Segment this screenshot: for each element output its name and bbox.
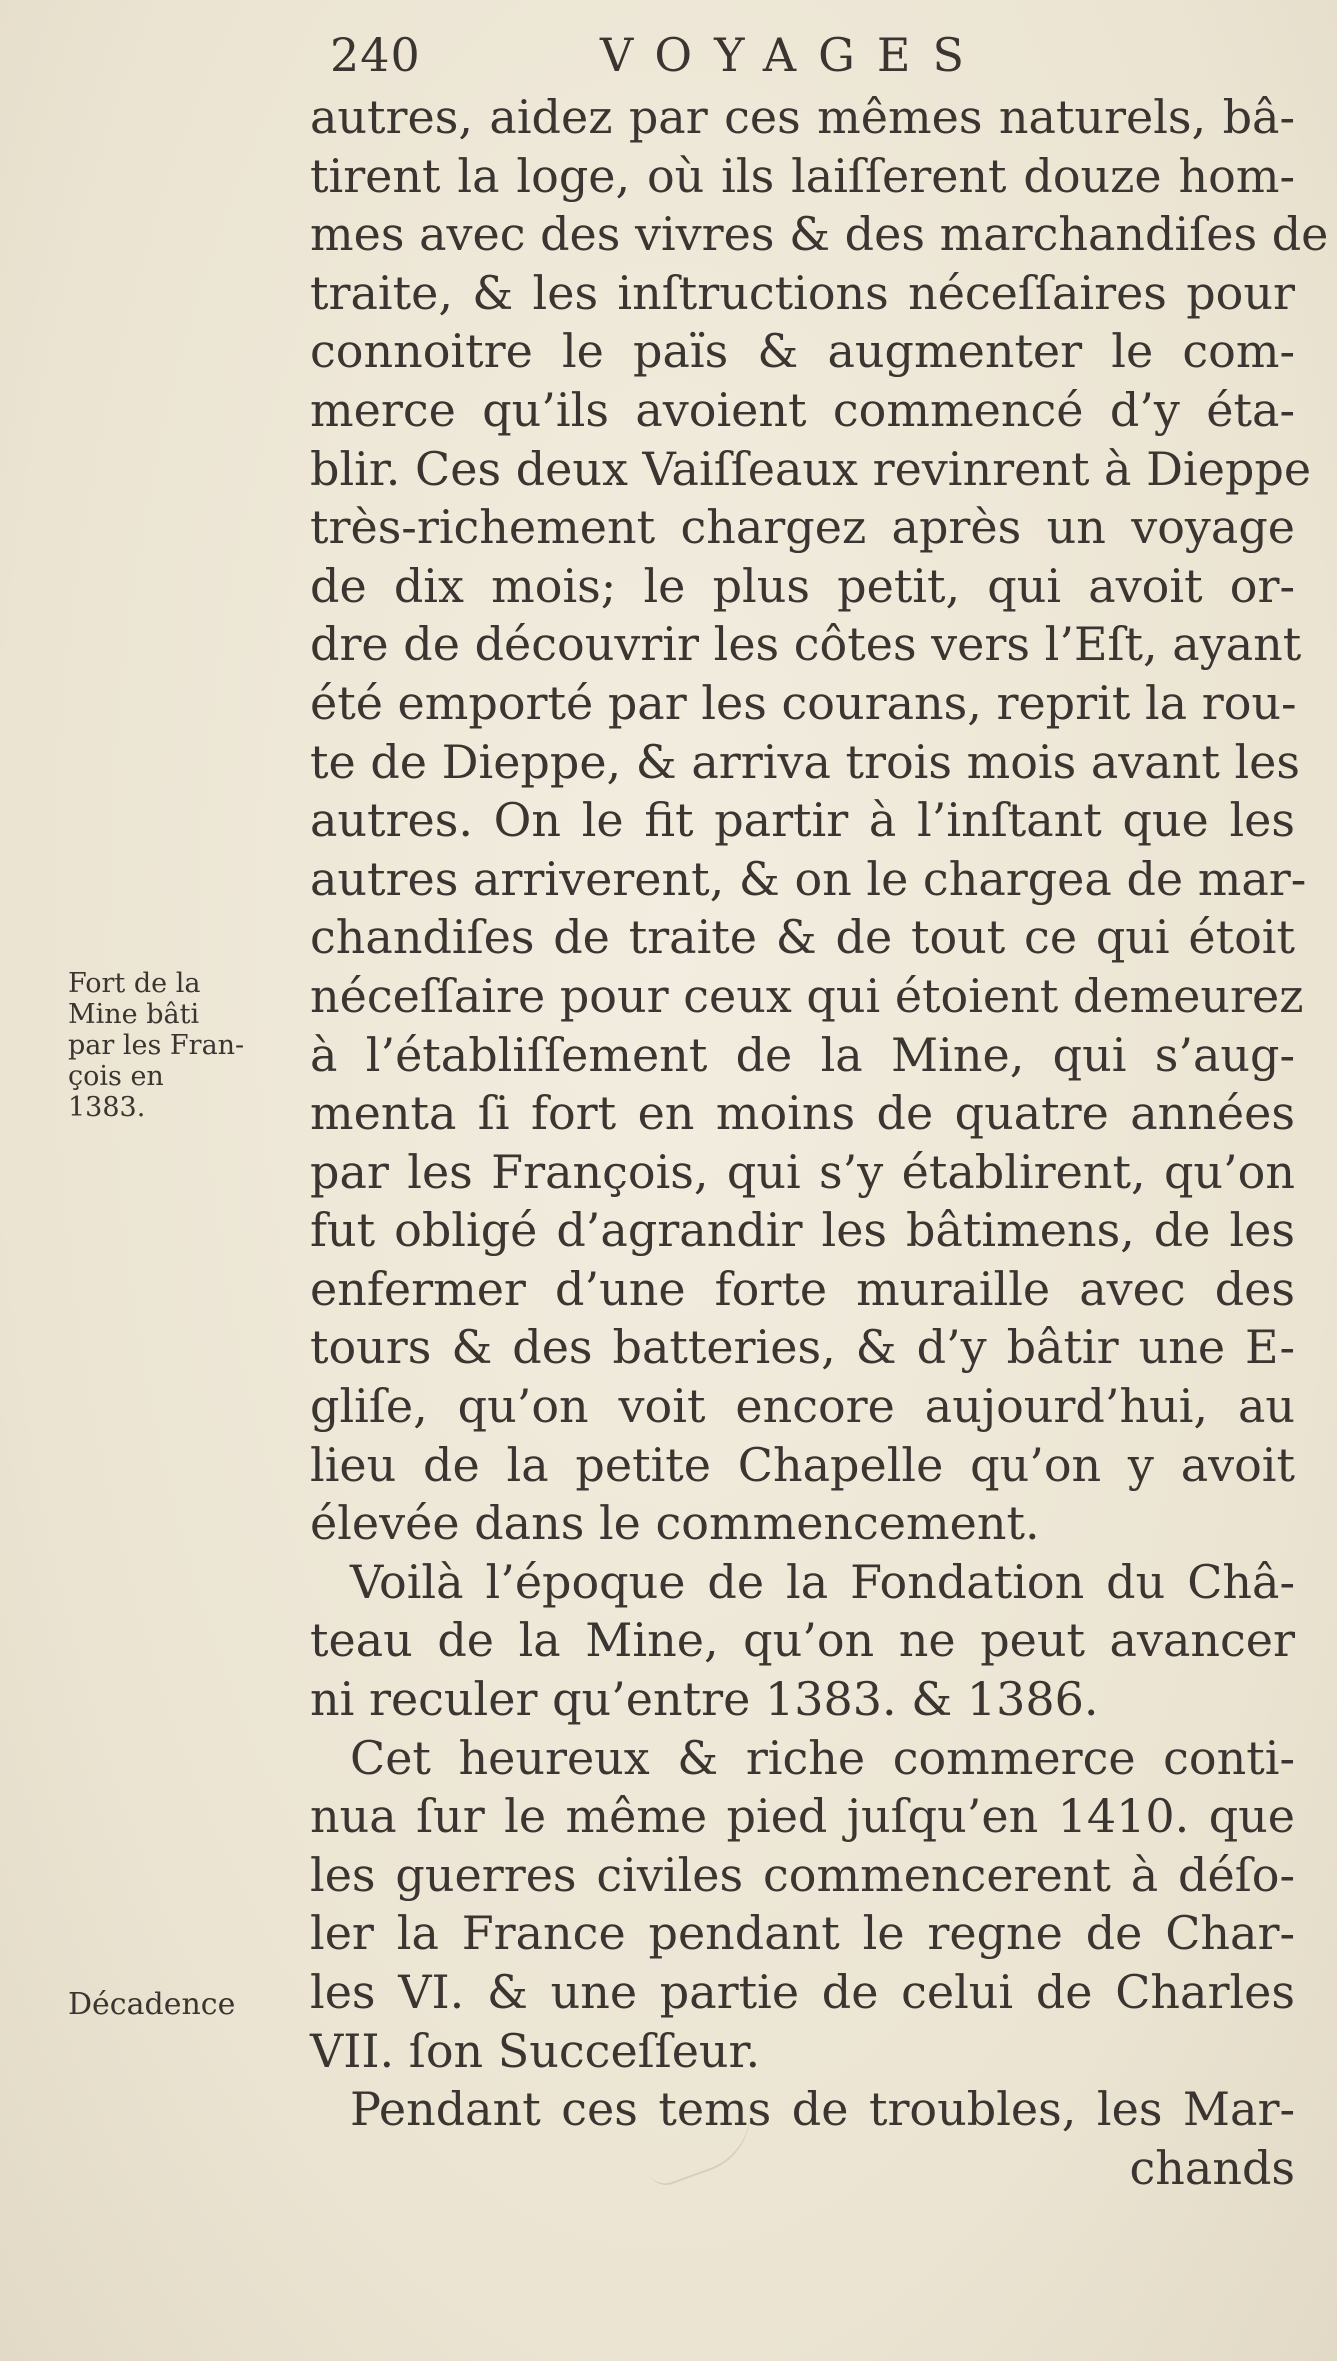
text-line: les VI. & une partie de celui de Charles — [310, 1965, 1295, 2019]
text-line: Cet heureux & riche commerce conti- — [350, 1730, 1295, 1785]
margin-note-line: çois en — [68, 1061, 164, 1092]
text-line: tirent la loge, où ils laiſſerent douze hom- — [310, 148, 1295, 203]
text-line: lieu de la petite Chapelle qu’on y avoit — [310, 1437, 1295, 1492]
page-number: 240 — [330, 28, 421, 82]
text-line: VII. ſon Succeſſeur. — [310, 2023, 761, 2078]
margin-note-line: Fort de la — [68, 968, 201, 999]
text-line: Voilà l’époque de la Fondation du Châ- — [350, 1554, 1295, 1609]
text-line: par les François, qui s’y établirent, qu’on — [310, 1144, 1295, 1199]
text-line: de dix mois; le plus petit, qui avoit or- — [310, 558, 1295, 613]
margin-note-line: 1383. — [68, 1092, 146, 1123]
text-line: les guerres civiles commencerent à déſo- — [310, 1847, 1295, 1902]
text-line: enfermer d’une forte muraille avec des — [310, 1261, 1295, 1316]
text-line: chandiſes de traite & de tout ce qui étoit — [310, 910, 1295, 965]
margin-note-line: par les Fran- — [68, 1030, 245, 1061]
text-line: connoitre le païs & augmenter le com- — [310, 324, 1295, 379]
margin-note-decadence: Décadence — [68, 1987, 236, 2022]
text-line: à l’établiſſement de la Mine, qui s’aug- — [310, 1027, 1295, 1082]
text-line: élevée dans le commencement. — [310, 1496, 1040, 1551]
text-line: nua ſur le même pied juſqu’en 1410. que — [310, 1789, 1295, 1844]
text-line: menta ſi fort en moins de quatre années — [310, 1086, 1295, 1141]
text-line: très-richement chargez après un voyage — [310, 500, 1295, 555]
running-title: VOYAGES — [600, 28, 986, 82]
text-line: merce qu’ils avoient commencé d’y éta- — [310, 382, 1295, 437]
margin-note-line: Mine bâti — [68, 999, 200, 1030]
text-line: été emporté par les courans, reprit la rou- — [310, 675, 1297, 730]
text-line: néceſſaire pour ceux qui étoient demeurez — [310, 968, 1304, 1023]
margin-note-fort — [68, 968, 308, 1123]
text-line: mes avec des vivres & des marchandiſes de — [310, 207, 1329, 262]
page-header — [330, 24, 1030, 84]
text-line: tours & des batteries, & d’y bâtir une E- — [310, 1320, 1295, 1375]
text-line: autres arriverent, & on le chargea de mar- — [310, 851, 1307, 906]
text-line: teau de la Mine, qu’on ne peut avancer — [310, 1613, 1295, 1668]
text-line: te de Dieppe, & arriva trois mois avant les — [310, 734, 1300, 789]
text-line: gliſe, qu’on voit encore aujourd’hui, au — [310, 1379, 1295, 1434]
text-line: traite, & les inſtructions néceſſaires pour — [310, 265, 1295, 320]
catchword: chands — [1129, 2140, 1295, 2195]
text-line: fut obligé d’agrandir les bâtimens, de les — [310, 1203, 1295, 1258]
body-text — [310, 88, 1329, 2197]
text-line: autres. On le fit partir à l’inſtant que les — [310, 793, 1295, 848]
text-line: blir. Ces deux Vaiſſeaux revinrent à Dieppe — [310, 441, 1312, 496]
text-line: Pendant ces tems de troubles, les Mar- — [350, 2082, 1295, 2137]
text-line: autres, aidez par ces mêmes naturels, bâ- — [310, 90, 1295, 144]
text-line: ler la France pendant le regne de Char- — [310, 1906, 1295, 1961]
text-line: ni reculer qu’entre 1383. & 1386. — [310, 1672, 1099, 1727]
text-line: dre de découvrir les côtes vers l’Eſt, ayant — [310, 617, 1302, 672]
